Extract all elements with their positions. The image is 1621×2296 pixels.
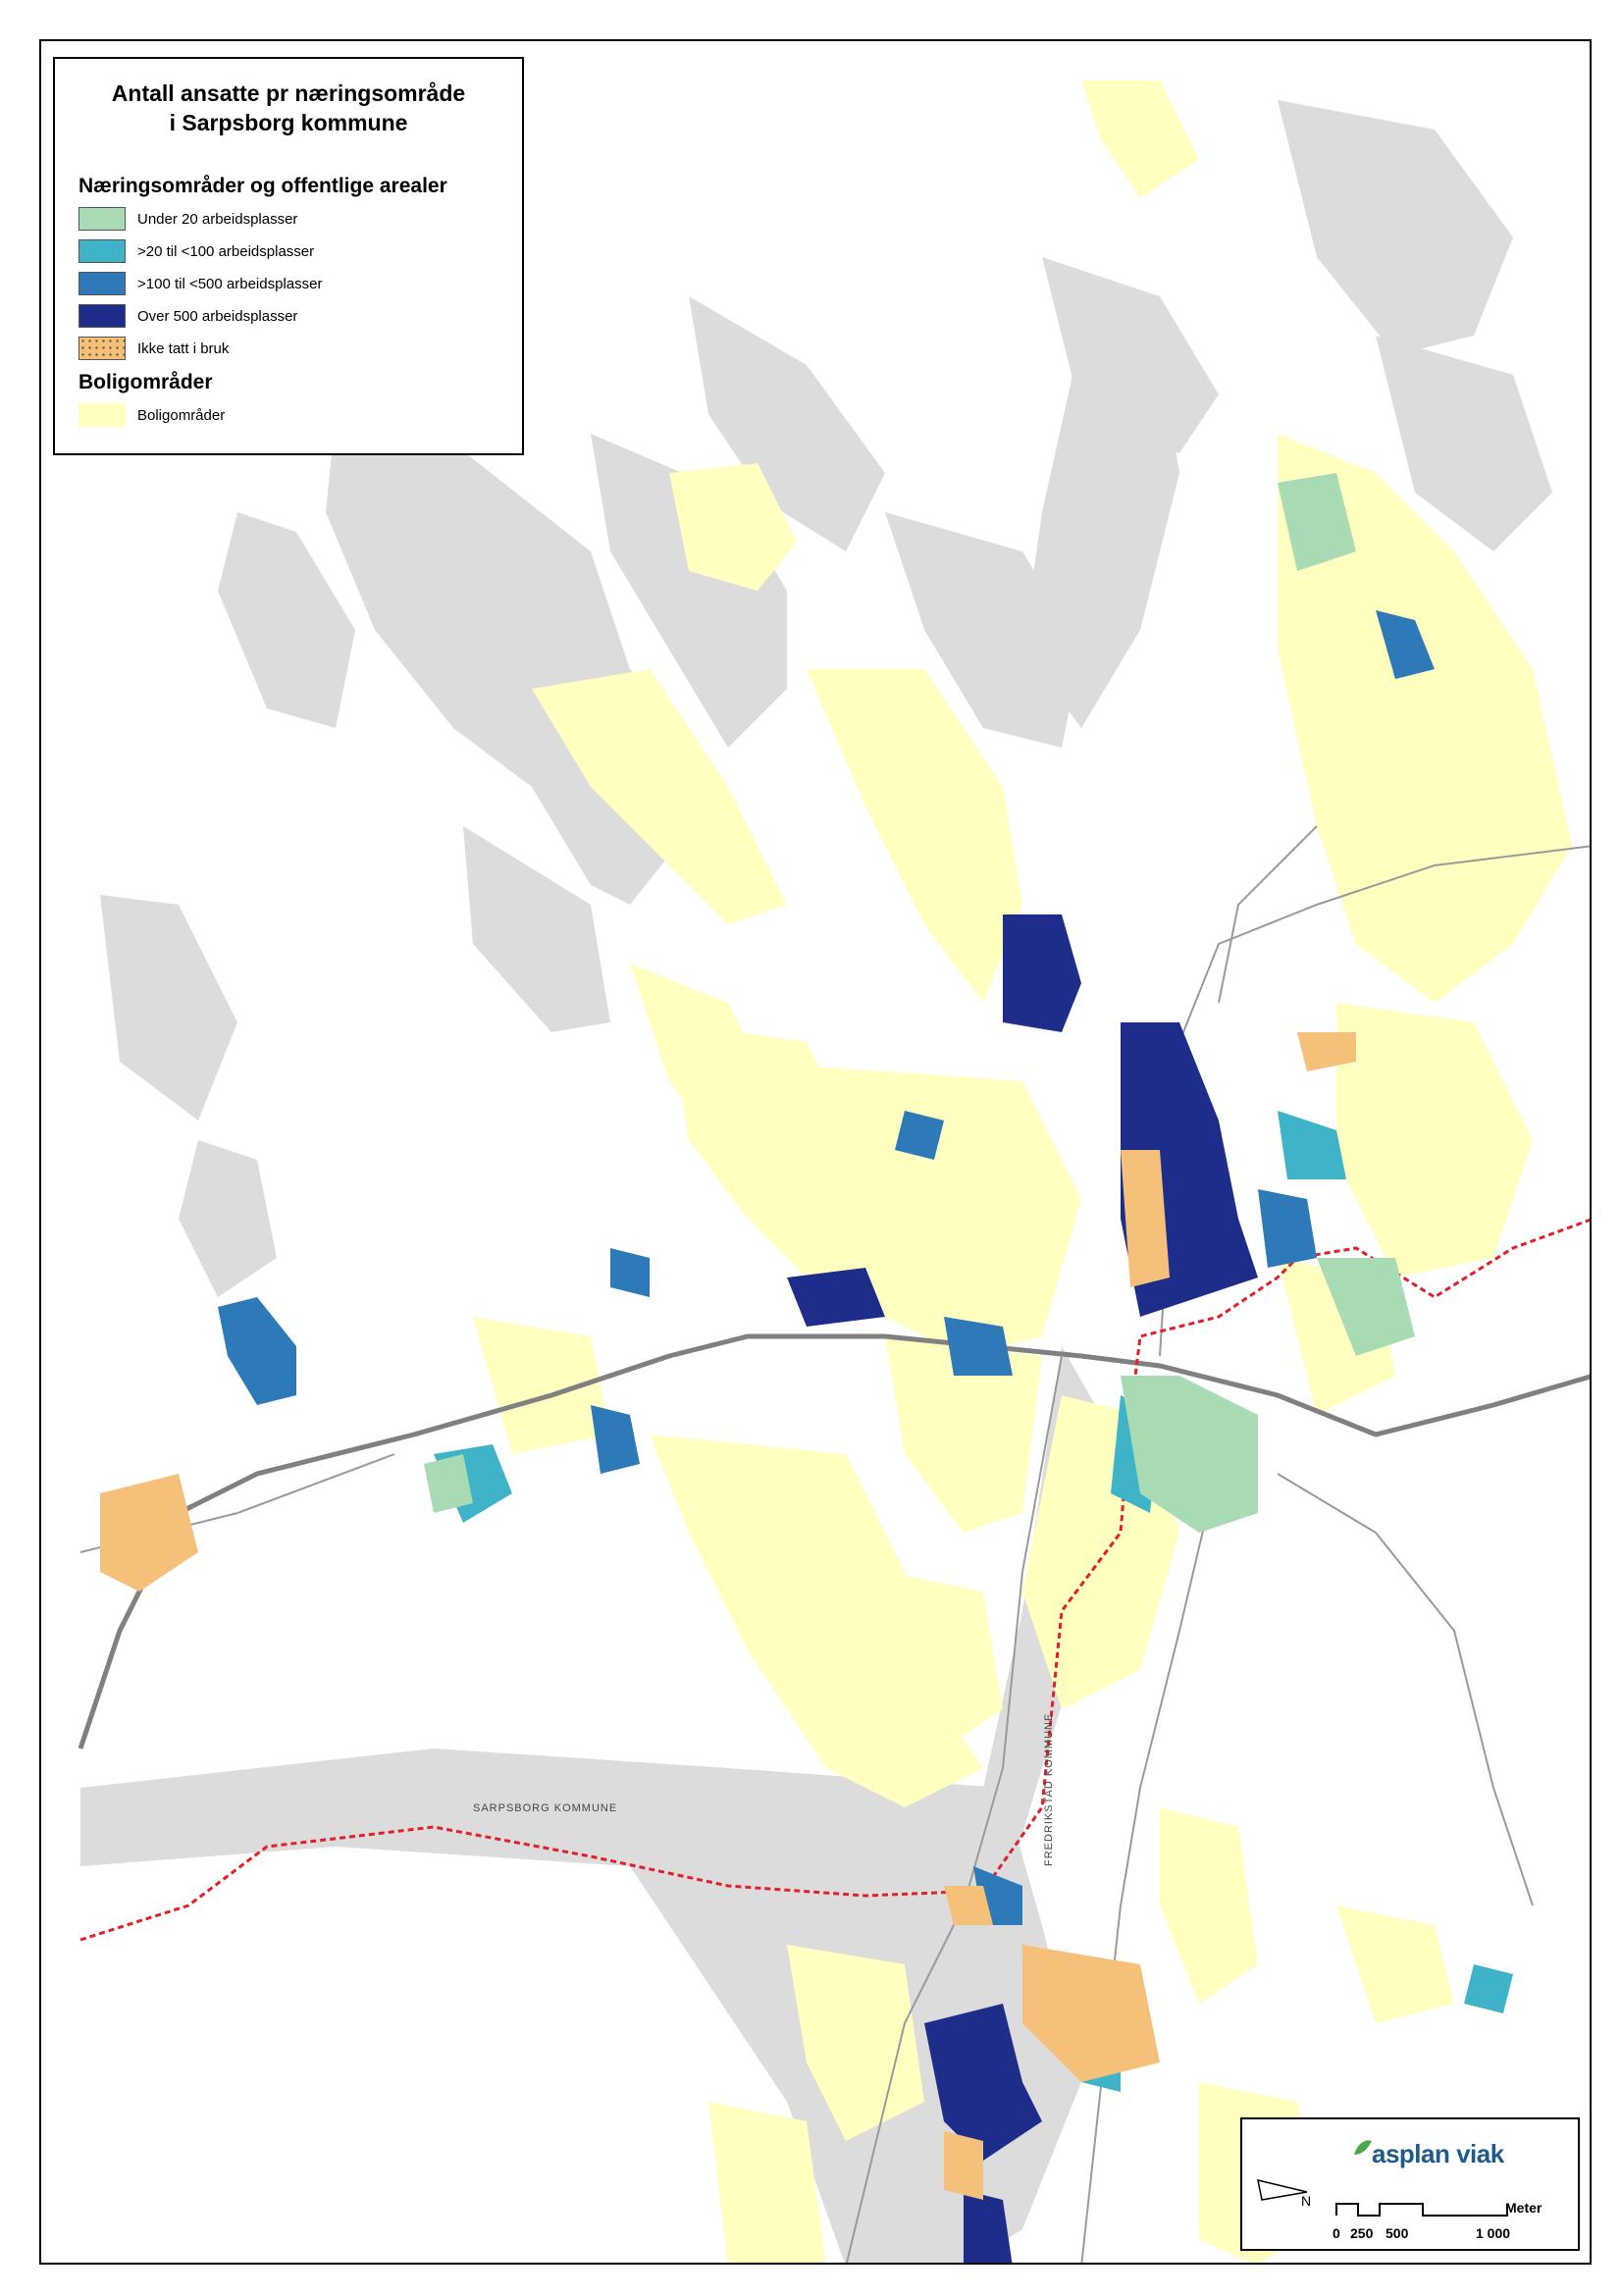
legend-label: Over 500 arbeidsplasser [137,307,298,325]
legend-label: Under 20 arbeidsplasser [137,210,298,228]
legend-swatch [78,239,126,263]
sarpsborg-label: SARPSBORG KOMMUNE [473,1802,618,1814]
legend-item-not-in-use [78,336,229,361]
legend-item-residential [78,402,225,428]
legend-item-20-100 [78,238,314,264]
legend-swatch [78,272,126,295]
legend-item-under-20 [78,206,297,232]
legend-title-line2: i Sarpsborg kommune [169,110,408,135]
fredrikstad-label: FREDRIKSTAD KOMMUNE [1043,1712,1055,1866]
legend-section-residential: Boligområder [78,371,213,393]
legend-label: >20 til <100 arbeidsplasser [137,242,315,260]
scale-bar [1334,2200,1511,2221]
north-arrow-icon [1252,2161,1327,2210]
legend-item-100-500 [78,271,322,296]
legend-label: >100 til <500 arbeidsplasser [137,275,323,292]
logo-scale-box [1240,2117,1580,2251]
legend-swatch [78,337,126,360]
scale-tick-250: 250 [1350,2225,1374,2241]
legend-swatch [78,207,126,231]
legend-title-line1: Antall ansatte pr næringsområde [111,80,466,106]
svg-text:N: N [1301,2193,1312,2209]
legend-swatch [78,304,126,328]
legend-item-over-500 [78,303,297,329]
legend-label: Boligområder [137,406,226,424]
legend-label: Ikke tatt i bruk [137,339,230,357]
scale-tick-1000: 1 000 [1476,2225,1511,2241]
map-legend [53,57,524,455]
scale-tick-0: 0 [1333,2225,1340,2241]
asplan-viak-logo-icon [1352,2137,1374,2159]
scale-tick-500: 500 [1386,2225,1409,2241]
legend-swatch [78,403,126,427]
legend-section-employment: Næringsområder og offentlige arealer [78,175,447,197]
brand-name: asplan viak [1372,2139,1504,2168]
legend-title [55,78,522,137]
scale-unit: Meter [1505,2200,1543,2216]
